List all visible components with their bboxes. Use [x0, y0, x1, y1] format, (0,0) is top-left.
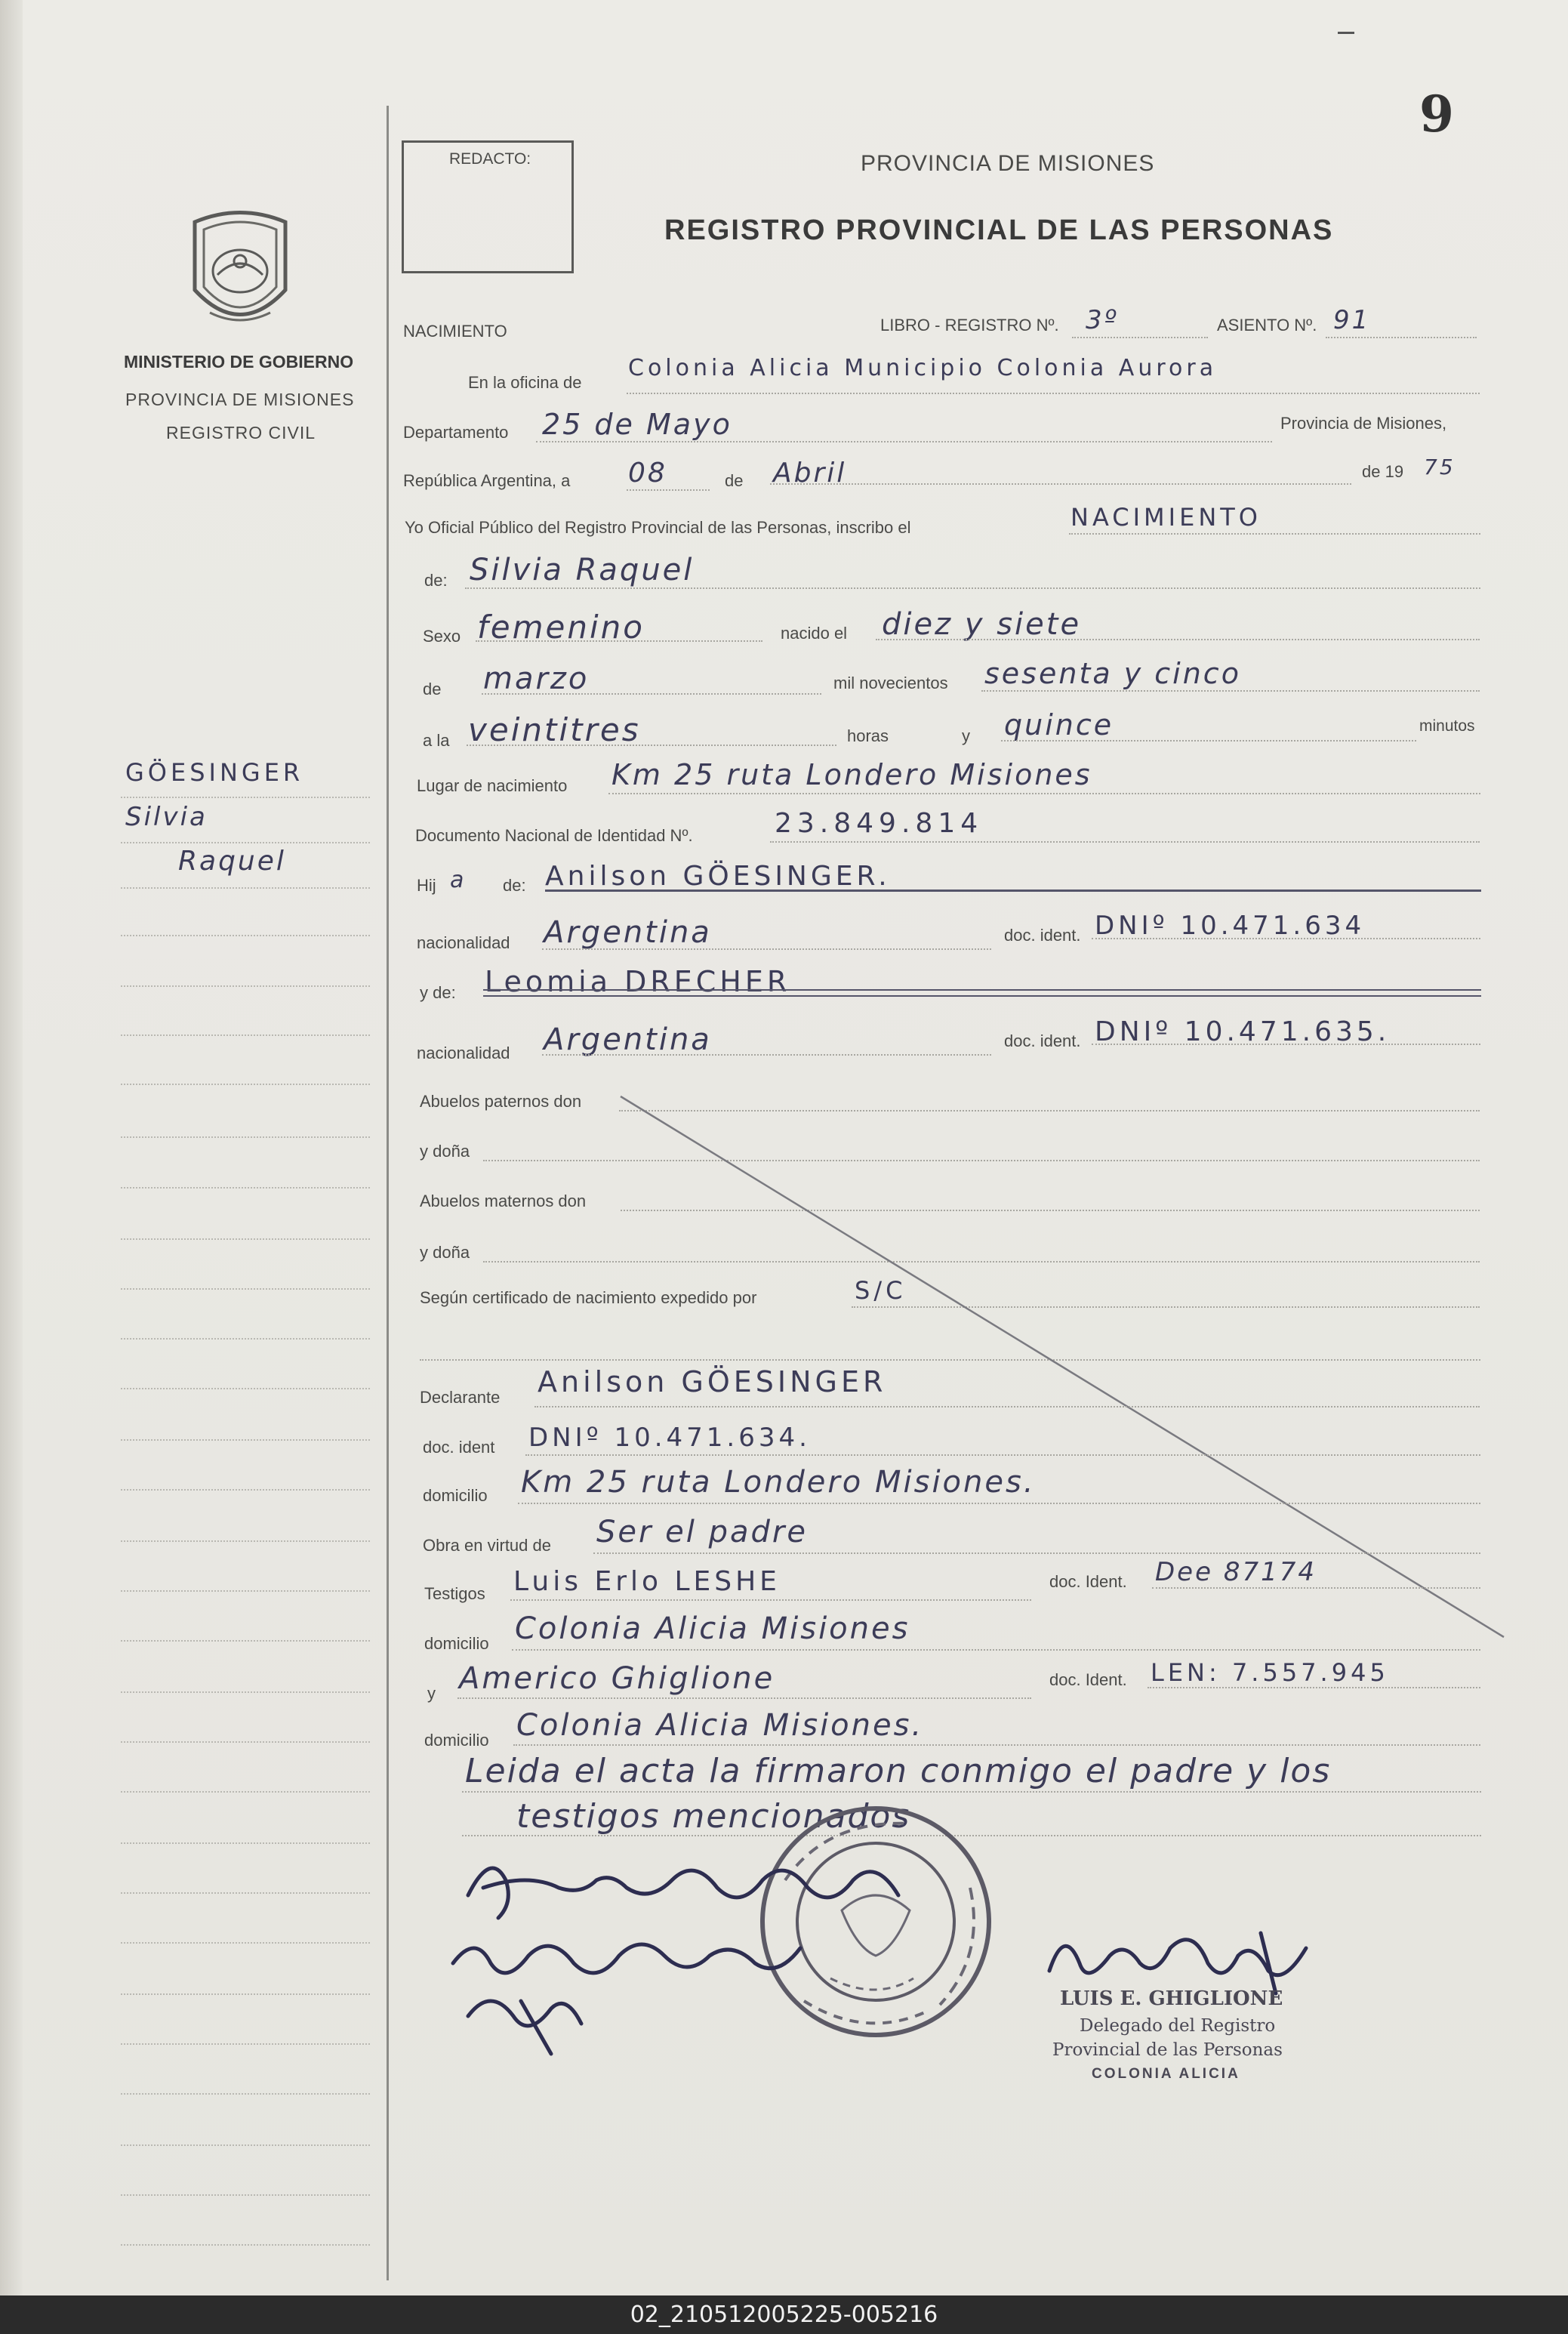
domicilio-declarante-value: Km 25 ruta Londero Misiones.: [521, 1465, 1036, 1500]
de-label: de: [725, 471, 744, 490]
sidebar-registro-civil: REGISTRO CIVIL: [166, 423, 316, 442]
y-dona-paterna-label: y doña: [420, 1142, 470, 1161]
doc-ident-padre-label: doc. ident.: [1004, 926, 1081, 945]
nacionalidad-madre-label: nacionalidad: [417, 1044, 510, 1062]
provincia-suffix: Provincia de Misiones,: [1280, 414, 1447, 433]
nacido-value: diez y siete: [882, 607, 1082, 642]
dotted-rule: [518, 1503, 1480, 1504]
dotted-rule: [512, 1649, 1480, 1651]
domicilio-testigo1-label: domicilio: [424, 1634, 489, 1653]
redacto-label: REDACTO:: [449, 150, 531, 168]
declarante-label: Declarante: [420, 1388, 501, 1407]
dotted-rule: [534, 1406, 1480, 1407]
page-number: 9: [1419, 85, 1454, 143]
doc-ident-testigo1-label: doc. Ident.: [1049, 1572, 1127, 1591]
departamento-value: 25 de Mayo: [542, 408, 732, 441]
nacimiento-label: NACIMIENTO: [403, 322, 507, 341]
declarante-value: Anilson GÖESINGER: [538, 1365, 887, 1398]
de3-label: de:: [503, 876, 526, 895]
anio-label: de 19: [1362, 462, 1404, 481]
closing-note-line2: testigos mencionados: [516, 1797, 911, 1836]
inscribo-value: NACIMIENTO: [1070, 503, 1261, 532]
asiento-value: 91: [1333, 305, 1371, 335]
signature-declarante-icon: [408, 1827, 1012, 2069]
hij-label: Hij: [417, 876, 436, 895]
padre-value: Anilson GÖESINGER.: [545, 861, 891, 892]
dotted-rule: [462, 1791, 1481, 1793]
doc-ident-declarante-label: doc. ident: [423, 1438, 495, 1457]
mes-value: Abril: [773, 458, 847, 489]
hij-value: a: [450, 867, 467, 893]
dia-value: 08: [628, 458, 667, 489]
dotted-rule: [593, 1552, 1480, 1554]
oficina-value: Colonia Alicia Municipio Colonia Aurora: [628, 355, 1218, 381]
doc-testigo2-value: LEN: 7.557.945: [1151, 1658, 1389, 1687]
horas-label: horas: [847, 726, 889, 745]
testigo1-value: Luis Erlo LESHE: [513, 1566, 781, 1597]
lugar-value: Km 25 ruta Londero Misiones: [611, 758, 1092, 791]
margin-note-given2: Raquel: [178, 846, 286, 877]
doc-padre-value: DNIº 10.471.634: [1095, 911, 1366, 941]
minutos-value: quince: [1004, 708, 1114, 742]
footer-code: 02_210512005225-005216: [0, 2295, 1568, 2334]
doc-ident-testigo2-label: doc. Ident.: [1049, 1670, 1127, 1689]
asiento-label: ASIENTO Nº.: [1217, 316, 1317, 335]
header-registro: REGISTRO PROVINCIAL DE LAS PERSONAS: [664, 214, 1334, 246]
margin-note-given1: Silvia: [125, 802, 208, 832]
dotted-rule: [510, 1599, 1031, 1601]
madre-value: Leomia DRECHER: [485, 965, 791, 998]
y-dona-materna-label: y doña: [420, 1243, 470, 1262]
obra-label: Obra en virtud de: [423, 1536, 551, 1555]
de-persona-label: de:: [424, 571, 448, 590]
domicilio-testigo2-label: domicilio: [424, 1731, 489, 1750]
domicilio-declarante-label: domicilio: [423, 1486, 488, 1505]
certificado-value: S/C: [855, 1276, 907, 1305]
dotted-rule: [525, 1454, 1480, 1456]
lugar-label: Lugar de nacimiento: [417, 776, 568, 795]
yo-oficial-text: Yo Oficial Público del Registro Provincial de las Personas, inscribo el: [405, 518, 911, 537]
sidebar-provincia: PROVINCIA DE MISIONES: [125, 390, 355, 409]
oficina-label: En la oficina de: [468, 373, 582, 392]
testigo2-value: Americo Ghiglione: [459, 1661, 775, 1696]
domicilio-testigo2-value: Colonia Alicia Misiones.: [516, 1708, 924, 1743]
a-la-label: a la: [423, 731, 450, 750]
mil-label: mil novecientos: [833, 674, 948, 692]
sidebar-ministerio: MINISTERIO DE GOBIERNO: [124, 352, 354, 372]
dotted-rule: [513, 1744, 1480, 1746]
dotted-rule: [1148, 1687, 1480, 1688]
header-provincia: PROVINCIA DE MISIONES: [861, 151, 1155, 176]
nacionalidad-padre-label: nacionalidad: [417, 933, 510, 952]
y-label: y: [962, 726, 970, 745]
y-de-label: y de:: [420, 983, 456, 1002]
testigos-label: Testigos: [424, 1584, 485, 1603]
anio-nac-value: sesenta y cinco: [984, 657, 1241, 690]
hora-value: veintitres: [468, 711, 641, 748]
nacionalidad-madre-value: Argentina: [544, 1022, 712, 1057]
libro-label: LIBRO - REGISTRO Nº.: [880, 316, 1059, 335]
republica-label: República Argentina, a: [403, 471, 571, 490]
official-place: COLONIA ALICIA: [1092, 2066, 1240, 2082]
official-name: LUIS E. GHIGLIONE: [1060, 1987, 1283, 2010]
dni-label: Documento Nacional de Identidad Nº.: [415, 826, 693, 845]
departamento-label: Departamento: [403, 423, 509, 442]
doc-declarante-value: DNIº 10.471.634.: [528, 1423, 811, 1453]
doc-testigo1-value: Dee 87174: [1155, 1557, 1317, 1587]
dotted-rule: [1152, 1587, 1480, 1589]
sexo-label: Sexo: [423, 627, 461, 646]
domicilio-testigo1-value: Colonia Alicia Misiones: [515, 1611, 910, 1646]
abuelos-maternos-label: Abuelos maternos don: [420, 1192, 587, 1210]
doc-madre-value: DNIº 10.471.635.: [1095, 1016, 1391, 1047]
mes-nac-value: marzo: [483, 661, 590, 696]
official-role2: Provincial de las Personas: [1052, 2040, 1283, 2060]
dni-value: 23.849.814: [775, 808, 984, 839]
margin-note-surname: GÖESINGER: [125, 758, 304, 787]
official-role1: Delegado del Registro: [1080, 2016, 1276, 2036]
minutos-label: minutos: [1419, 717, 1475, 735]
nacido-label: nacido el: [781, 624, 848, 643]
dotted-rule: [457, 1697, 1031, 1699]
nombre-value: Silvia Raquel: [470, 553, 695, 587]
libro-value: 3º: [1086, 305, 1119, 335]
sexo-value: femenino: [477, 609, 645, 646]
abuelos-paternos-label: Abuelos paternos don: [420, 1092, 582, 1111]
doc-ident-madre-label: doc. ident.: [1004, 1031, 1081, 1050]
certificado-label: Según certificado de nacimiento expedido por: [420, 1288, 757, 1307]
nacionalidad-padre-value: Argentina: [544, 915, 712, 950]
anio-value: 75: [1424, 455, 1456, 479]
y2-label: y: [427, 1684, 436, 1703]
closing-note-line1: Leida el acta la firmaron conmigo el padre y los: [465, 1752, 1332, 1790]
obra-value: Ser el padre: [596, 1515, 808, 1549]
de2-label: de: [423, 680, 442, 698]
